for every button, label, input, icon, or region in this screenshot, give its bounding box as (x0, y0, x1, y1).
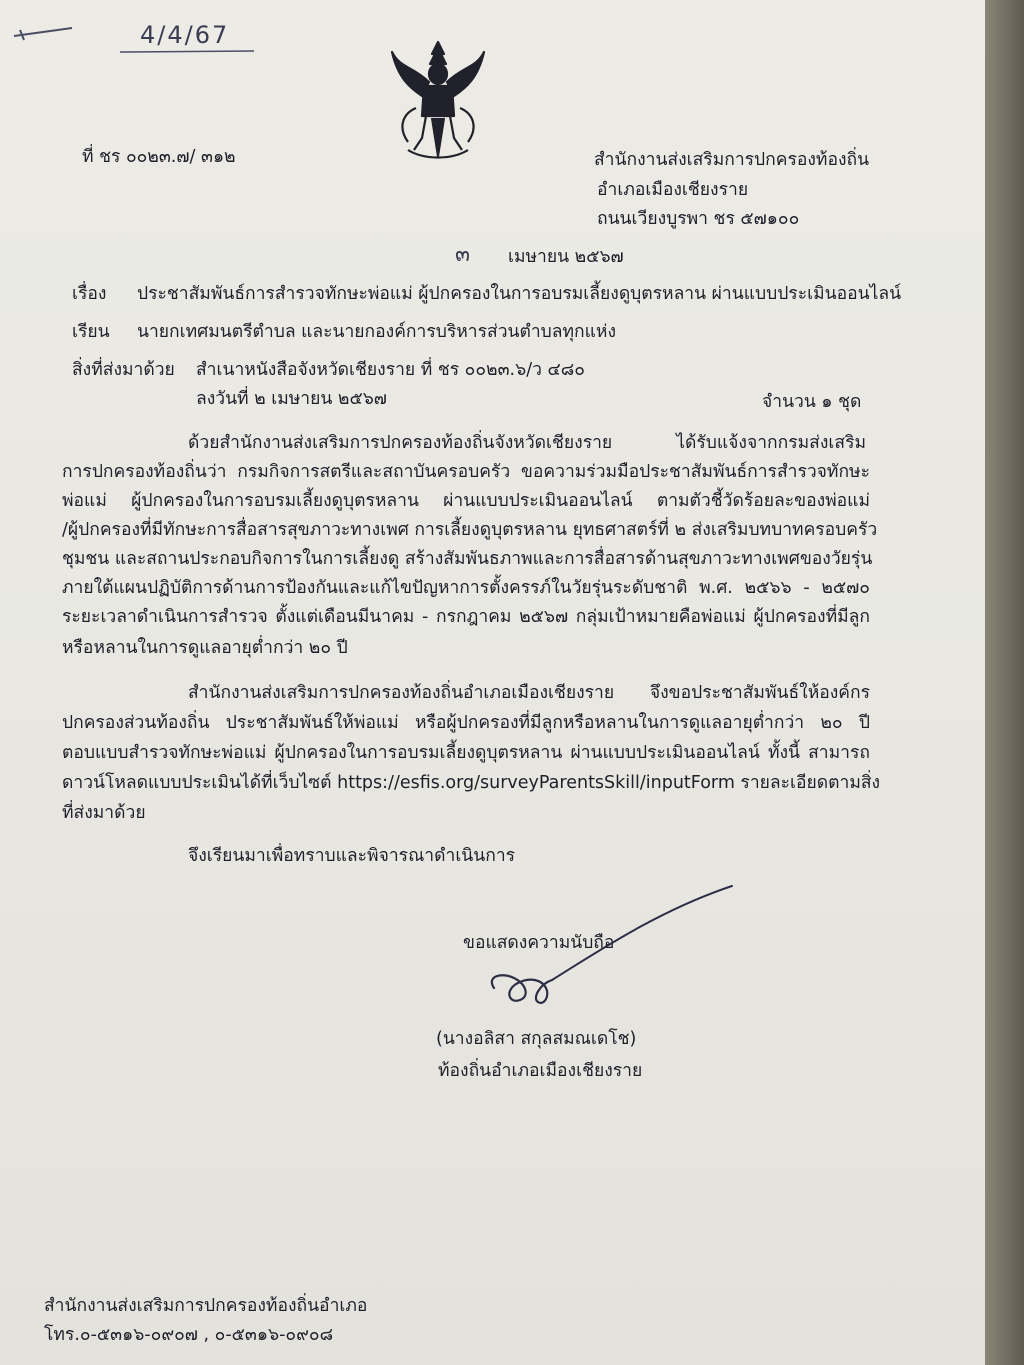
para2-line: ตอบแบบสำรวจทักษะพ่อแม่ ผู้ปกครองในการอบรมเลี้ยงดูบุตรหลาน ผ่านแบบประเมินออนไลน์ ทั้งนี้ สามารถ (62, 743, 870, 763)
garuda-emblem-icon (388, 38, 488, 164)
enclosure-line-2: ลงวันที่ ๒ เมษายน ๒๕๖๗ (196, 389, 387, 409)
para1-line: พ่อแม่ ผู้ปกครองในการอบรมเลี้ยงดูบุตรหลาน ผ่านแบบประเมินออนไลน์ ตามตัวชี้วัดร้อยละของพ่อแม่ (62, 491, 870, 511)
signer-name: (นางอลิสา สกุลสมณเดโช) (436, 1029, 637, 1049)
footer-office: สำนักงานส่งเสริมการปกครองท้องถิ่นอำเภอ (44, 1296, 368, 1316)
recipient-label: เรียน (72, 322, 110, 342)
para1-line: ชุมชน และสถานประกอบกิจการในการเลี้ยงดู สร้างสัมพันธภาพและการสื่อสารด้านสุขภาวะทางเพศของวัยรุ่น (62, 549, 873, 569)
enclosure-line-1: สำเนาหนังสือจังหวัดเชียงราย ที่ ชร ๐๐๒๓.๖/ว ๔๘๐ (196, 360, 585, 380)
para2-line: ที่ส่งมาด้วย (62, 803, 146, 823)
background-surface (985, 0, 1024, 1365)
para1-line: ภายใต้แผนปฏิบัติการด้านการป้องกันและแก้ไขปัญหาการตั้งครรภ์ในวัยรุ่นระดับชาติ พ.ศ. ๒๕๖๖ - ๒๕๗๐ (62, 578, 870, 598)
enclosure-label: สิ่งที่ส่งมาด้วย (72, 360, 175, 380)
para1-line: ระยะเวลาดำเนินการสำรวจ ตั้งแต่เดือนมีนาคม - กรกฎาคม ๒๕๖๗ กลุ่มเป้าหมายคือพ่อแม่ ผู้ปกครองที่มีลูก (62, 607, 870, 627)
signature-icon (480, 880, 740, 1020)
recipient-text: นายกเทศมนตรีตำบล และนายกองค์การบริหารส่วนตำบลทุกแห่ง (137, 322, 616, 342)
document-number: ที่ ชร ๐๐๒๓.๗/ ๓๑๒ (82, 147, 236, 167)
corner-pen-mark (10, 14, 80, 44)
handwritten-received-date: 4/4/67 (140, 21, 230, 49)
para2-line: ปกครองส่วนท้องถิ่น ประชาสัมพันธ์ให้พ่อแม่ หรือผู้ปกครองที่มีลูกหรือหลานในการดูแลอายุต่ำกว่า ๒๐ ปี (62, 713, 870, 733)
subject-text: ประชาสัมพันธ์การสำรวจทักษะพ่อแม่ ผู้ปกครองในการอบรมเลี้ยงดูบุตรหลาน ผ่านแบบประเมินออนไลน์ (137, 284, 902, 304)
date-month-year: เมษายน ๒๕๖๗ (508, 247, 624, 267)
para1-line: การปกครองท้องถิ่นว่า กรมกิจการสตรีและสถาบันครอบครัว ขอความร่วมมือประชาสัมพันธ์การสำรวจทักษะ (62, 462, 870, 482)
enclosure-count: จำนวน ๑ ชุด (762, 392, 862, 412)
para1-line: หรือหลานในการดูแลอายุต่ำกว่า ๒๐ ปี (62, 638, 348, 658)
para2-line: ดาวน์โหลดแบบประเมินได้ที่เว็บไซต์ https://esfis.org/surveyParentsSkill/inputForm รายละเอียดตามสิ่ง (62, 773, 881, 793)
date-day: ๓ (455, 242, 471, 267)
para1-line: ด้วยสำนักงานส่งเสริมการปกครองท้องถิ่นจังหวัดเชียงราย ได้รับแจ้งจากกรมส่งเสริม (188, 433, 866, 453)
signer-position: ท้องถิ่นอำเภอเมืองเชียงราย (438, 1061, 643, 1081)
footer-phone: โทร.๐-๕๓๑๖-๐๙๐๗ , ๐-๕๓๑๖-๐๙๐๘ (44, 1325, 334, 1345)
closing-request: จึงเรียนมาเพื่อทราบและพิจารณาดำเนินการ (188, 846, 516, 866)
sender-street: ถนนเวียงบูรพา ชร ๕๗๑๐๐ (597, 209, 800, 229)
sender-district: อำเภอเมืองเชียงราย (597, 180, 749, 200)
para1-line: /ผู้ปกครองที่มีทักษะการสื่อสารสุขภาวะทางเพศ การเลี้ยงดูบุตรหลาน ยุทธศาสตร์ที่ ๒ ส่งเสริมบทบาทครอบครัว (62, 520, 878, 540)
date-underline (118, 48, 258, 56)
sender-office: สำนักงานส่งเสริมการปกครองท้องถิ่น (594, 150, 870, 170)
subject-label: เรื่อง (72, 284, 107, 304)
regards: ขอแสดงความนับถือ (463, 933, 615, 953)
para2-line: สำนักงานส่งเสริมการปกครองท้องถิ่นอำเภอเมืองเชียงราย จึงขอประชาสัมพันธ์ให้องค์กร (188, 683, 870, 703)
